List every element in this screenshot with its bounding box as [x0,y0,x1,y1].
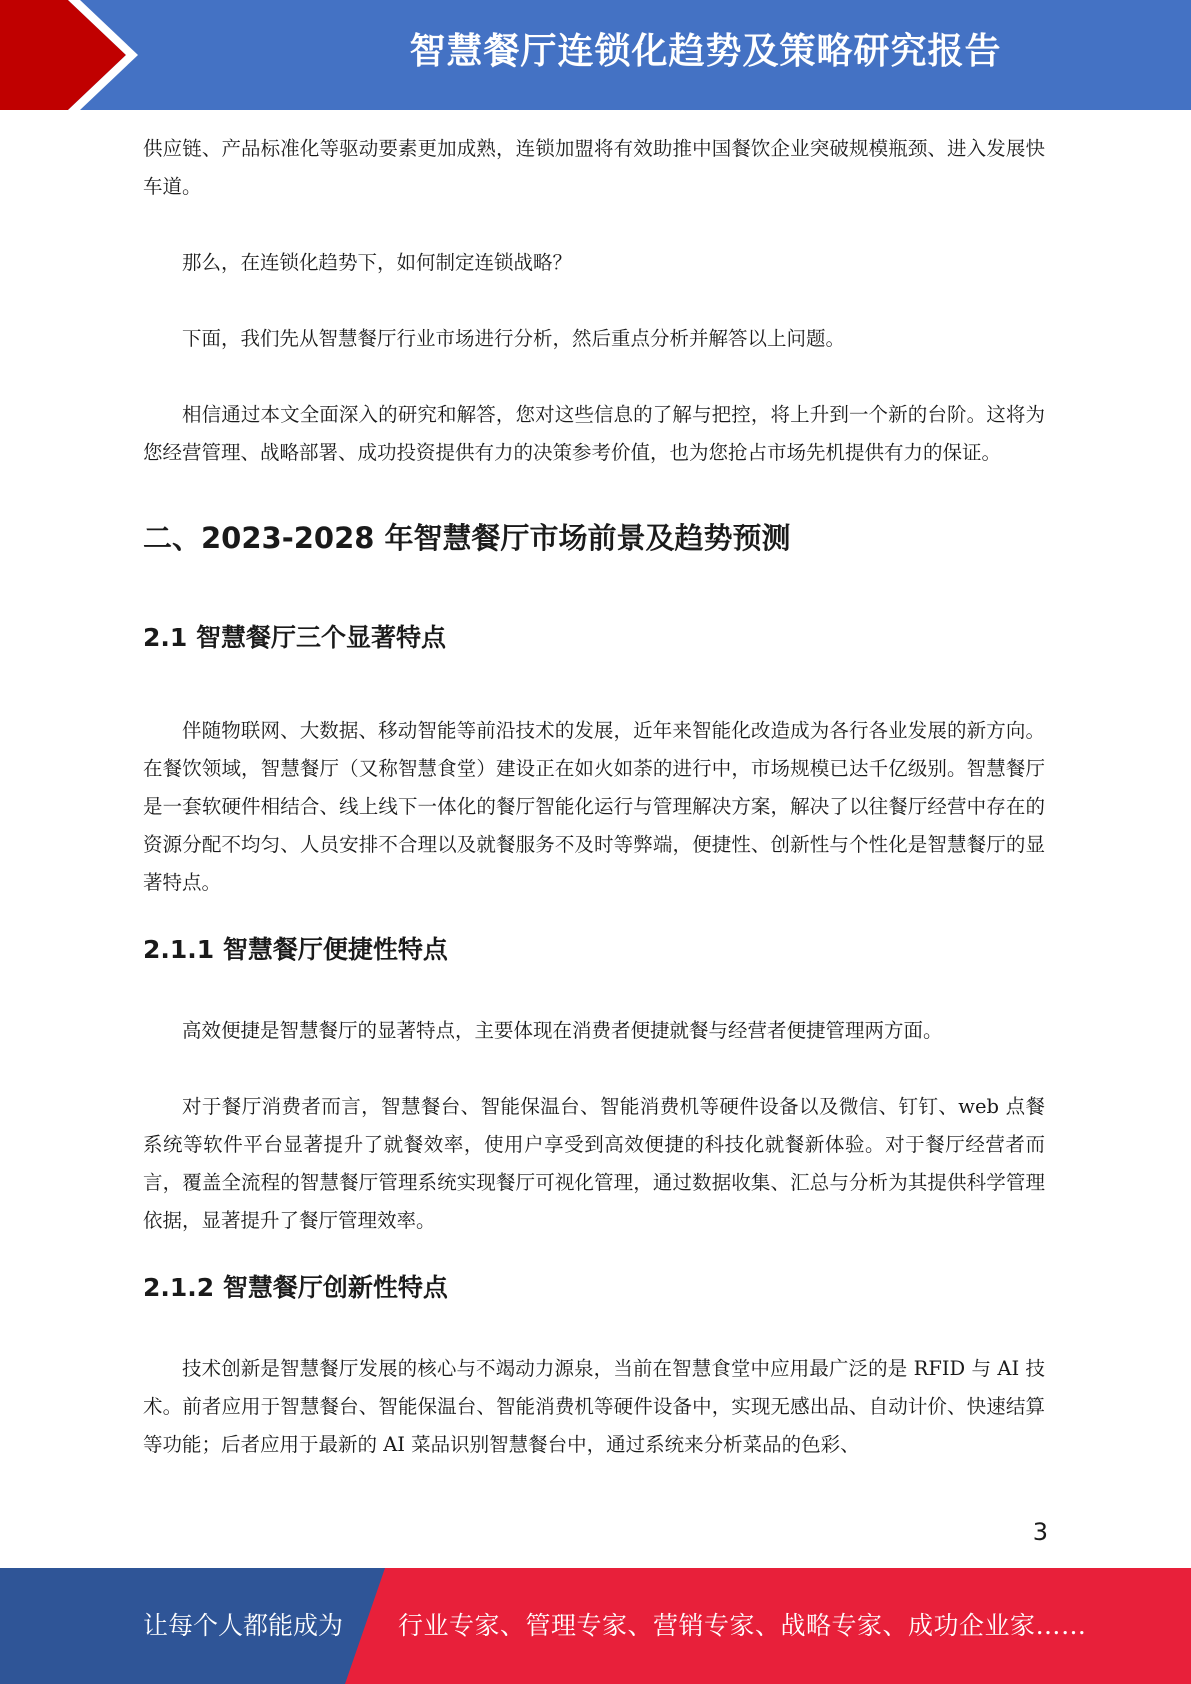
paragraph-outline: 下面，我们先从智慧餐厅行业市场进行分析，然后重点分析并解答以上问题。 [182,327,846,350]
header-chevron-decoration [0,0,160,110]
page-footer [0,1568,1191,1684]
paragraph-value: 相信通过本文全面深入的研究和解答，您对这些信息的了解与把控，将上升到一个新的台阶。这将为您经营管理、战略部署、成功投资提供有力的决策参考价值，也为您抢占市场先机提供有力的保证。 [143,403,1045,464]
section-2-heading: 二、2023-2028 年智慧餐厅市场前景及趋势预测 [143,521,791,555]
section-2-1-1-heading: 2.1.1 智慧餐厅便捷性特点 [143,935,448,964]
footer-slogan-left: 让每个人都能成为 [143,1611,344,1640]
paragraph-innovation: 技术创新是智慧餐厅发展的核心与不竭动力源泉，当前在智慧食堂中应用最广泛的是 RFID 与 AI 技术。前者应用于智慧餐台、智能保温台、智能消费机等硬件设备中，实现无感出品、自动计价、快速结算等功能；后者应用于最新的 AI 菜品识别智慧餐台中，通过系统来分析菜品的色彩、 [143,1357,1045,1456]
footer-slogan-right: 行业专家、管理专家、营销专家、战略专家、成功企业家…… [398,1611,1087,1640]
paragraph-three-features: 伴随物联网、大数据、移动智能等前沿技术的发展，近年来智能化改造成为各行各业发展的新方向。在餐饮领域，智慧餐厅（又称智慧食堂）建设正在如火如荼的进行中，市场规模已达千亿级别。智慧餐厅是一套软硬件相结合、线上线下一体化的餐厅智能化运行与管理解决方案，解决了以往餐厅经营中存在的资源分配不均匀、人员安排不合理以及就餐服务不及时等弊端，便捷性、创新性与个性化是智慧餐厅的显著特点。 [143,719,1045,894]
paragraph-continuation: 供应链、产品标准化等驱动要素更加成熟，连锁加盟将有效助推中国餐饮企业突破规模瓶颈、进入发展快车道。 [143,137,1045,198]
document-body [143,130,1045,1464]
page-number: 3 [1032,1518,1048,1546]
paragraph-convenience-detail: 对于餐厅消费者而言，智慧餐台、智能保温台、智能消费机等硬件设备以及微信、钉钉、web 点餐系统等软件平台显著提升了就餐效率，使用户享受到高效便捷的科技化就餐新体验。对于餐厅经营者而言，覆盖全流程的智慧餐厅管理系统实现餐厅可视化管理，通过数据收集、汇总与分析为其提供科学管理依据，显著提升了餐厅管理效率。 [143,1095,1045,1232]
section-2-1-heading: 2.1 智慧餐厅三个显著特点 [143,623,446,652]
page-header [0,0,1191,110]
paragraph-question: 那么，在连锁化趋势下，如何制定连锁战略？ [182,251,573,274]
section-2-1-2-heading: 2.1.2 智慧餐厅创新性特点 [143,1273,448,1302]
paragraph-convenience-summary: 高效便捷是智慧餐厅的显著特点，主要体现在消费者便捷就餐与经营者便捷管理两方面。 [182,1019,943,1042]
report-title: 智慧餐厅连锁化趋势及策略研究报告 [409,31,1002,72]
